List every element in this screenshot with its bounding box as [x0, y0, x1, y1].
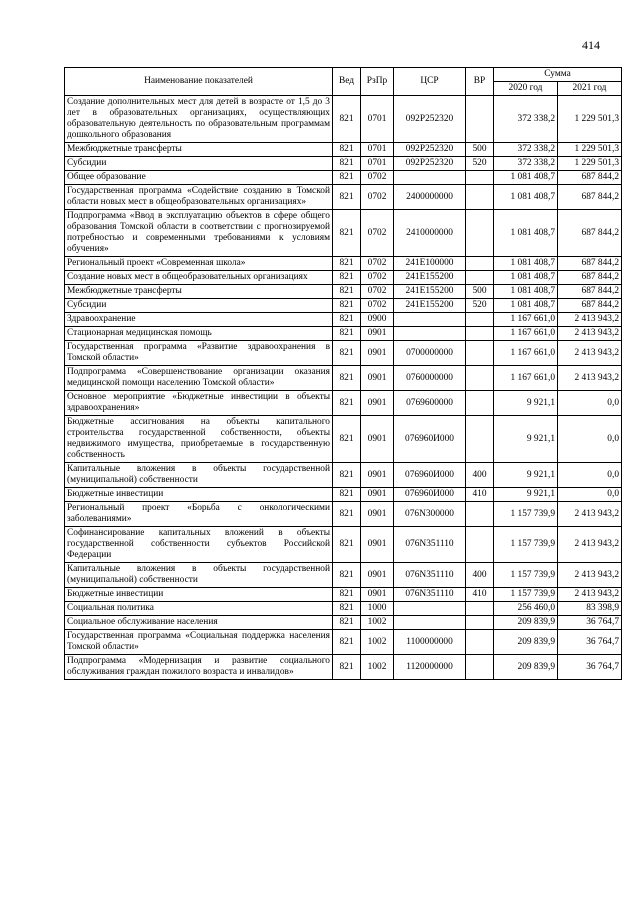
cell-rzpr: 0702 [361, 257, 394, 271]
cell-vr [466, 602, 494, 616]
cell-sum-2020: 1 081 408,7 [494, 185, 558, 210]
cell-vr: 500 [466, 285, 494, 299]
cell-vr [466, 341, 494, 366]
cell-csr [394, 616, 466, 630]
cell-csr: 241E155200 [394, 299, 466, 313]
cell-name: Государственная программа «Развитие здравоохранения в Томской области» [65, 341, 333, 366]
cell-name: Субсидии [65, 299, 333, 313]
cell-csr: 0769600000 [394, 391, 466, 416]
cell-csr [394, 327, 466, 341]
cell-sum-2021: 687 844,2 [558, 271, 622, 285]
cell-rzpr: 0901 [361, 488, 394, 502]
cell-name: Подпрограмма «Ввод в эксплуатацию объектов в сфере общего образования Томской области в соответствии с прогнозируемой потребностью и современными требованиями к условиям обучения» [65, 210, 333, 257]
cell-name: Региональный проект «Борьба с онкологическими заболеваниями» [65, 502, 333, 527]
cell-sum-2020: 209 839,9 [494, 630, 558, 655]
table-row [65, 366, 622, 391]
cell-sum-2021: 2 413 943,2 [558, 341, 622, 366]
table-row [65, 257, 622, 271]
cell-ved: 821 [333, 366, 361, 391]
cell-sum-2020: 372 338,2 [494, 157, 558, 171]
cell-csr: 241E155200 [394, 271, 466, 285]
cell-vr [466, 271, 494, 285]
cell-rzpr: 0901 [361, 563, 394, 588]
cell-ved: 821 [333, 416, 361, 463]
cell-csr: 0700000000 [394, 341, 466, 366]
header-rzpr: РзПр [361, 68, 394, 96]
cell-sum-2020: 1 081 408,7 [494, 271, 558, 285]
cell-ved: 821 [333, 313, 361, 327]
cell-sum-2021: 0,0 [558, 463, 622, 488]
cell-rzpr: 1000 [361, 602, 394, 616]
cell-sum-2020: 1 157 739,9 [494, 588, 558, 602]
cell-rzpr: 0901 [361, 341, 394, 366]
cell-csr: 2410000000 [394, 210, 466, 257]
table-row [65, 463, 622, 488]
table-row [65, 416, 622, 463]
table-header [65, 68, 622, 96]
cell-csr: 076960И000 [394, 463, 466, 488]
cell-sum-2021: 1 229 501,3 [558, 143, 622, 157]
cell-name: Бюджетные ассигнования на объекты капитального строительства государственной собственности, объекты недвижимого имущества, приобретаемые в государственную собственность [65, 416, 333, 463]
cell-rzpr: 0701 [361, 143, 394, 157]
cell-vr [466, 655, 494, 680]
cell-rzpr: 0701 [361, 157, 394, 171]
cell-sum-2020: 1 081 408,7 [494, 285, 558, 299]
cell-csr: 076960И000 [394, 416, 466, 463]
cell-csr: 092P252320 [394, 157, 466, 171]
cell-rzpr: 0901 [361, 416, 394, 463]
table-row [65, 210, 622, 257]
cell-ved: 821 [333, 655, 361, 680]
cell-csr: 076960И000 [394, 488, 466, 502]
cell-name: Здравоохранение [65, 313, 333, 327]
cell-sum-2020: 9 921,1 [494, 391, 558, 416]
cell-name: Основное мероприятие «Бюджетные инвестиции в объекты здравоохранения» [65, 391, 333, 416]
cell-sum-2020: 209 839,9 [494, 616, 558, 630]
cell-sum-2021: 1 229 501,3 [558, 96, 622, 143]
cell-vr [466, 527, 494, 563]
cell-csr: 076N351110 [394, 563, 466, 588]
cell-sum-2020: 1 167 661,0 [494, 327, 558, 341]
cell-rzpr: 1002 [361, 616, 394, 630]
header-year-2021: 2021 год [558, 82, 622, 96]
header-vr: ВР [466, 68, 494, 96]
cell-vr [466, 210, 494, 257]
cell-sum-2020: 256 460,0 [494, 602, 558, 616]
table-row [65, 96, 622, 143]
cell-vr [466, 502, 494, 527]
cell-name: Государственная программа «Социальная поддержка населения Томской области» [65, 630, 333, 655]
table-row [65, 271, 622, 285]
cell-sum-2020: 1 081 408,7 [494, 210, 558, 257]
cell-rzpr: 0901 [361, 588, 394, 602]
cell-name: Стационарная медицинская помощь [65, 327, 333, 341]
cell-name: Государственная программа «Содействие созданию в Томской области новых мест в общеобразовательных организациях» [65, 185, 333, 210]
table-row [65, 527, 622, 563]
cell-rzpr: 1002 [361, 655, 394, 680]
cell-ved: 821 [333, 257, 361, 271]
cell-sum-2021: 2 413 943,2 [558, 563, 622, 588]
cell-sum-2020: 372 338,2 [494, 143, 558, 157]
cell-ved: 821 [333, 341, 361, 366]
cell-csr: 092P252320 [394, 143, 466, 157]
cell-ved: 821 [333, 143, 361, 157]
table-row [65, 488, 622, 502]
cell-name: Социальное обслуживание населения [65, 616, 333, 630]
cell-sum-2021: 2 413 943,2 [558, 327, 622, 341]
cell-sum-2020: 9 921,1 [494, 463, 558, 488]
table-row [65, 313, 622, 327]
cell-vr [466, 616, 494, 630]
cell-ved: 821 [333, 630, 361, 655]
cell-rzpr: 0901 [361, 327, 394, 341]
cell-rzpr: 0702 [361, 271, 394, 285]
cell-rzpr: 1002 [361, 630, 394, 655]
budget-table [64, 67, 622, 680]
cell-rzpr: 0900 [361, 313, 394, 327]
cell-sum-2021: 1 229 501,3 [558, 157, 622, 171]
cell-sum-2021: 2 413 943,2 [558, 527, 622, 563]
cell-csr [394, 602, 466, 616]
cell-sum-2020: 9 921,1 [494, 488, 558, 502]
table-row [65, 602, 622, 616]
cell-name: Подпрограмма «Модернизация и развитие социального обслуживания граждан пожилого возраста и инвалидов» [65, 655, 333, 680]
table-row [65, 285, 622, 299]
cell-name: Капитальные вложения в объекты государственной (муниципальной) собственности [65, 563, 333, 588]
cell-vr [466, 185, 494, 210]
cell-sum-2020: 1 157 739,9 [494, 502, 558, 527]
cell-sum-2021: 0,0 [558, 391, 622, 416]
cell-sum-2020: 1 167 661,0 [494, 366, 558, 391]
cell-vr: 400 [466, 463, 494, 488]
cell-csr [394, 313, 466, 327]
table-row [65, 157, 622, 171]
cell-sum-2020: 209 839,9 [494, 655, 558, 680]
cell-sum-2021: 687 844,2 [558, 257, 622, 271]
cell-sum-2021: 36 764,7 [558, 630, 622, 655]
table-row [65, 391, 622, 416]
cell-sum-2020: 1 167 661,0 [494, 341, 558, 366]
page-number: 414 [582, 38, 600, 52]
cell-name: Межбюджетные трансферты [65, 143, 333, 157]
cell-name: Софинансирование капитальных вложений в объекты государственной собственности субъектов Российской Федерации [65, 527, 333, 563]
cell-name: Создание дополнительных мест для детей в возрасте от 1,5 до 3 лет в образовательных организациях, осуществляющих образовательную деятельность по образовательным программам дошкольного образования [65, 96, 333, 143]
cell-ved: 821 [333, 563, 361, 588]
cell-csr: 2400000000 [394, 185, 466, 210]
cell-sum-2020: 1 081 408,7 [494, 171, 558, 185]
cell-sum-2020: 1 157 739,9 [494, 527, 558, 563]
cell-vr: 410 [466, 488, 494, 502]
cell-ved: 821 [333, 391, 361, 416]
cell-ved: 821 [333, 327, 361, 341]
cell-ved: 821 [333, 616, 361, 630]
cell-sum-2021: 2 413 943,2 [558, 588, 622, 602]
cell-sum-2021: 36 764,7 [558, 616, 622, 630]
cell-vr [466, 327, 494, 341]
header-sum: Сумма [494, 68, 622, 82]
cell-ved: 821 [333, 463, 361, 488]
cell-ved: 821 [333, 171, 361, 185]
cell-vr [466, 416, 494, 463]
cell-name: Бюджетные инвестиции [65, 488, 333, 502]
cell-ved: 821 [333, 588, 361, 602]
cell-sum-2021: 687 844,2 [558, 299, 622, 313]
table-row [65, 171, 622, 185]
cell-sum-2021: 83 398,9 [558, 602, 622, 616]
cell-csr: 1100000000 [394, 630, 466, 655]
cell-rzpr: 0702 [361, 285, 394, 299]
table-body [65, 96, 622, 680]
cell-rzpr: 0901 [361, 502, 394, 527]
cell-ved: 821 [333, 285, 361, 299]
cell-vr: 520 [466, 299, 494, 313]
cell-vr [466, 96, 494, 143]
cell-csr: 1120000000 [394, 655, 466, 680]
cell-rzpr: 0702 [361, 185, 394, 210]
cell-ved: 821 [333, 488, 361, 502]
table-row [65, 616, 622, 630]
cell-sum-2021: 687 844,2 [558, 210, 622, 257]
cell-ved: 821 [333, 299, 361, 313]
header-year-2020: 2020 год [494, 82, 558, 96]
cell-sum-2020: 1 081 408,7 [494, 257, 558, 271]
cell-name: Общее образование [65, 171, 333, 185]
table-row [65, 655, 622, 680]
table-row [65, 630, 622, 655]
cell-name: Социальная политика [65, 602, 333, 616]
cell-ved: 821 [333, 157, 361, 171]
cell-csr: 076N300000 [394, 502, 466, 527]
cell-sum-2020: 1 167 661,0 [494, 313, 558, 327]
header-csr: ЦСР [394, 68, 466, 96]
cell-vr: 400 [466, 563, 494, 588]
table-row [65, 143, 622, 157]
cell-ved: 821 [333, 96, 361, 143]
cell-name: Региональный проект «Современная школа» [65, 257, 333, 271]
cell-rzpr: 0702 [361, 210, 394, 257]
cell-sum-2021: 36 764,7 [558, 655, 622, 680]
cell-sum-2020: 372 338,2 [494, 96, 558, 143]
cell-name: Капитальные вложения в объекты государственной (муниципальной) собственности [65, 463, 333, 488]
table-row [65, 299, 622, 313]
table-row [65, 341, 622, 366]
cell-ved: 821 [333, 602, 361, 616]
cell-name: Субсидии [65, 157, 333, 171]
cell-csr: 076N351110 [394, 527, 466, 563]
cell-vr [466, 257, 494, 271]
cell-csr: 0760000000 [394, 366, 466, 391]
table-row [65, 327, 622, 341]
cell-ved: 821 [333, 185, 361, 210]
cell-ved: 821 [333, 271, 361, 285]
cell-name: Межбюджетные трансферты [65, 285, 333, 299]
header-name: Наименование показателей [65, 68, 333, 96]
cell-vr [466, 313, 494, 327]
cell-vr [466, 391, 494, 416]
cell-ved: 821 [333, 210, 361, 257]
cell-rzpr: 0702 [361, 171, 394, 185]
cell-vr: 410 [466, 588, 494, 602]
cell-vr: 520 [466, 157, 494, 171]
cell-sum-2021: 2 413 943,2 [558, 313, 622, 327]
cell-sum-2021: 2 413 943,2 [558, 502, 622, 527]
table-row [65, 563, 622, 588]
cell-rzpr: 0701 [361, 96, 394, 143]
cell-sum-2021: 2 413 943,2 [558, 366, 622, 391]
cell-vr: 500 [466, 143, 494, 157]
cell-sum-2020: 1 157 739,9 [494, 563, 558, 588]
cell-name: Подпрограмма «Совершенствование организации оказания медицинской помощи населению Томской области» [65, 366, 333, 391]
cell-ved: 821 [333, 527, 361, 563]
cell-csr [394, 171, 466, 185]
cell-csr: 092P252320 [394, 96, 466, 143]
cell-rzpr: 0901 [361, 463, 394, 488]
table-row [65, 502, 622, 527]
cell-rzpr: 0702 [361, 299, 394, 313]
cell-name: Бюджетные инвестиции [65, 588, 333, 602]
cell-rzpr: 0901 [361, 366, 394, 391]
table-row [65, 588, 622, 602]
cell-sum-2021: 0,0 [558, 416, 622, 463]
cell-rzpr: 0901 [361, 391, 394, 416]
cell-csr: 076N351110 [394, 588, 466, 602]
header-ved: Вед [333, 68, 361, 96]
cell-csr: 241E100000 [394, 257, 466, 271]
cell-sum-2020: 1 081 408,7 [494, 299, 558, 313]
cell-sum-2020: 9 921,1 [494, 416, 558, 463]
cell-sum-2021: 687 844,2 [558, 185, 622, 210]
cell-ved: 821 [333, 502, 361, 527]
cell-sum-2021: 687 844,2 [558, 171, 622, 185]
table-row [65, 185, 622, 210]
cell-rzpr: 0901 [361, 527, 394, 563]
cell-vr [466, 630, 494, 655]
cell-name: Создание новых мест в общеобразовательных организациях [65, 271, 333, 285]
cell-csr: 241E155200 [394, 285, 466, 299]
cell-sum-2021: 687 844,2 [558, 285, 622, 299]
cell-sum-2021: 0,0 [558, 488, 622, 502]
cell-vr [466, 171, 494, 185]
cell-vr [466, 366, 494, 391]
